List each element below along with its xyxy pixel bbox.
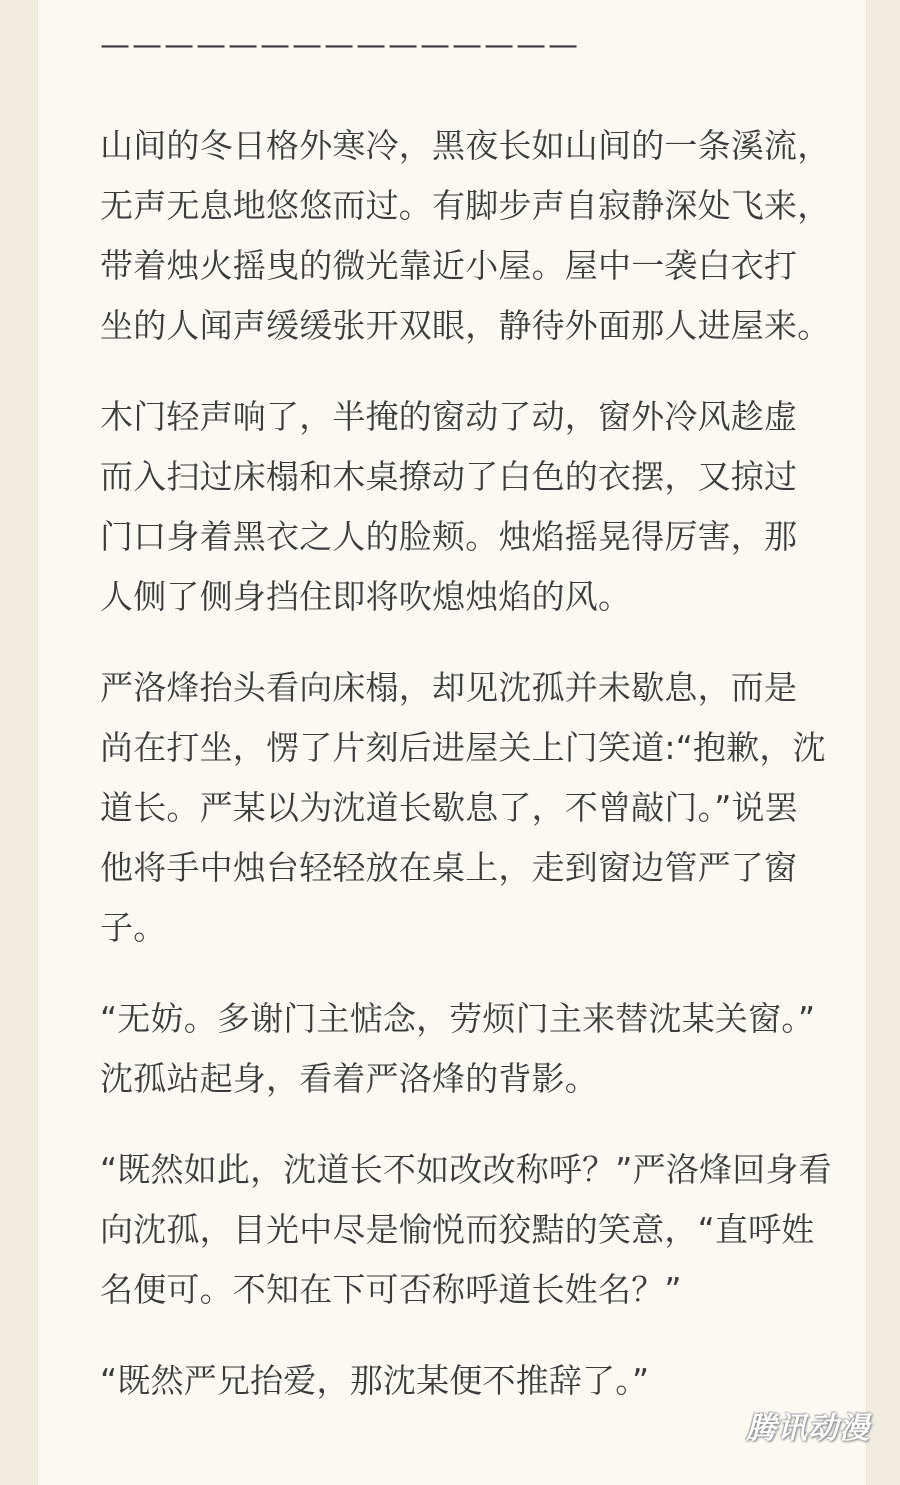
text-line: “无妨。多谢门主惦念，劳烦门主来替沈某关窗。” bbox=[100, 999, 816, 1038]
text-line: 带着烛火摇曳的微光靠近小屋。屋中一袭白衣打 bbox=[100, 246, 798, 285]
paragraph bbox=[100, 387, 820, 627]
text-line: 沈孤站起身，看着严洛烽的背影。 bbox=[100, 1059, 598, 1098]
text-line: 严洛烽抬头看向床榻，却见沈孤并未歇息，而是 bbox=[100, 668, 798, 707]
text-line: 木门轻声响了，半掩的窗动了动，窗外冷风趁虚 bbox=[100, 397, 798, 436]
paragraph bbox=[100, 116, 831, 356]
paragraph bbox=[100, 1351, 820, 1411]
paragraph bbox=[100, 1140, 832, 1320]
text-line: 山间的冬日格外寒冷，黑夜长如山间的一条溪流， bbox=[100, 126, 831, 165]
text-line: 门口身着黑衣之人的脸颊。烛焰摇晃得厉害，那 bbox=[100, 517, 798, 556]
text-line: “既然如此，沈道长不如改改称呼？”严洛烽回身看 bbox=[100, 1150, 832, 1189]
text-line: 人侧了侧身挡住即将吹熄烛焰的风。 bbox=[100, 577, 632, 616]
watermark-logo: 腾讯动漫 bbox=[746, 1411, 870, 1446]
text-line: 向沈孤，目光中尽是愉悦而狡黠的笑意，“直呼姓 bbox=[100, 1210, 815, 1249]
text-line: 坐的人闻声缓缓张开双眼，静待外面那人进屋来。 bbox=[100, 306, 831, 345]
text-line: 名便可。不知在下可否称呼道长姓名？” bbox=[100, 1270, 682, 1309]
section-separator: ——————————————— bbox=[100, 28, 580, 63]
paragraph bbox=[100, 658, 826, 958]
paragraph bbox=[100, 989, 820, 1109]
text-line: 尚在打坐，愣了片刻后进屋关上门笑道:“抱歉，沈 bbox=[100, 728, 826, 767]
text-line: 而入扫过床榻和木桌撩动了白色的衣摆，又掠过 bbox=[100, 457, 798, 496]
text-line: 无声无息地悠悠而过。有脚步声自寂静深处飞来， bbox=[100, 186, 831, 225]
story-text bbox=[100, 116, 832, 1442]
text-line: 子。 bbox=[100, 908, 167, 947]
text-line: 道长。严某以为沈道长歇息了，不曾敲门。”说罢 bbox=[100, 788, 798, 827]
text-line: “既然严兄抬爱，那沈某便不推辞了。” bbox=[100, 1361, 650, 1400]
text-line: 他将手中烛台轻轻放在桌上，走到窗边管严了窗 bbox=[100, 848, 798, 887]
